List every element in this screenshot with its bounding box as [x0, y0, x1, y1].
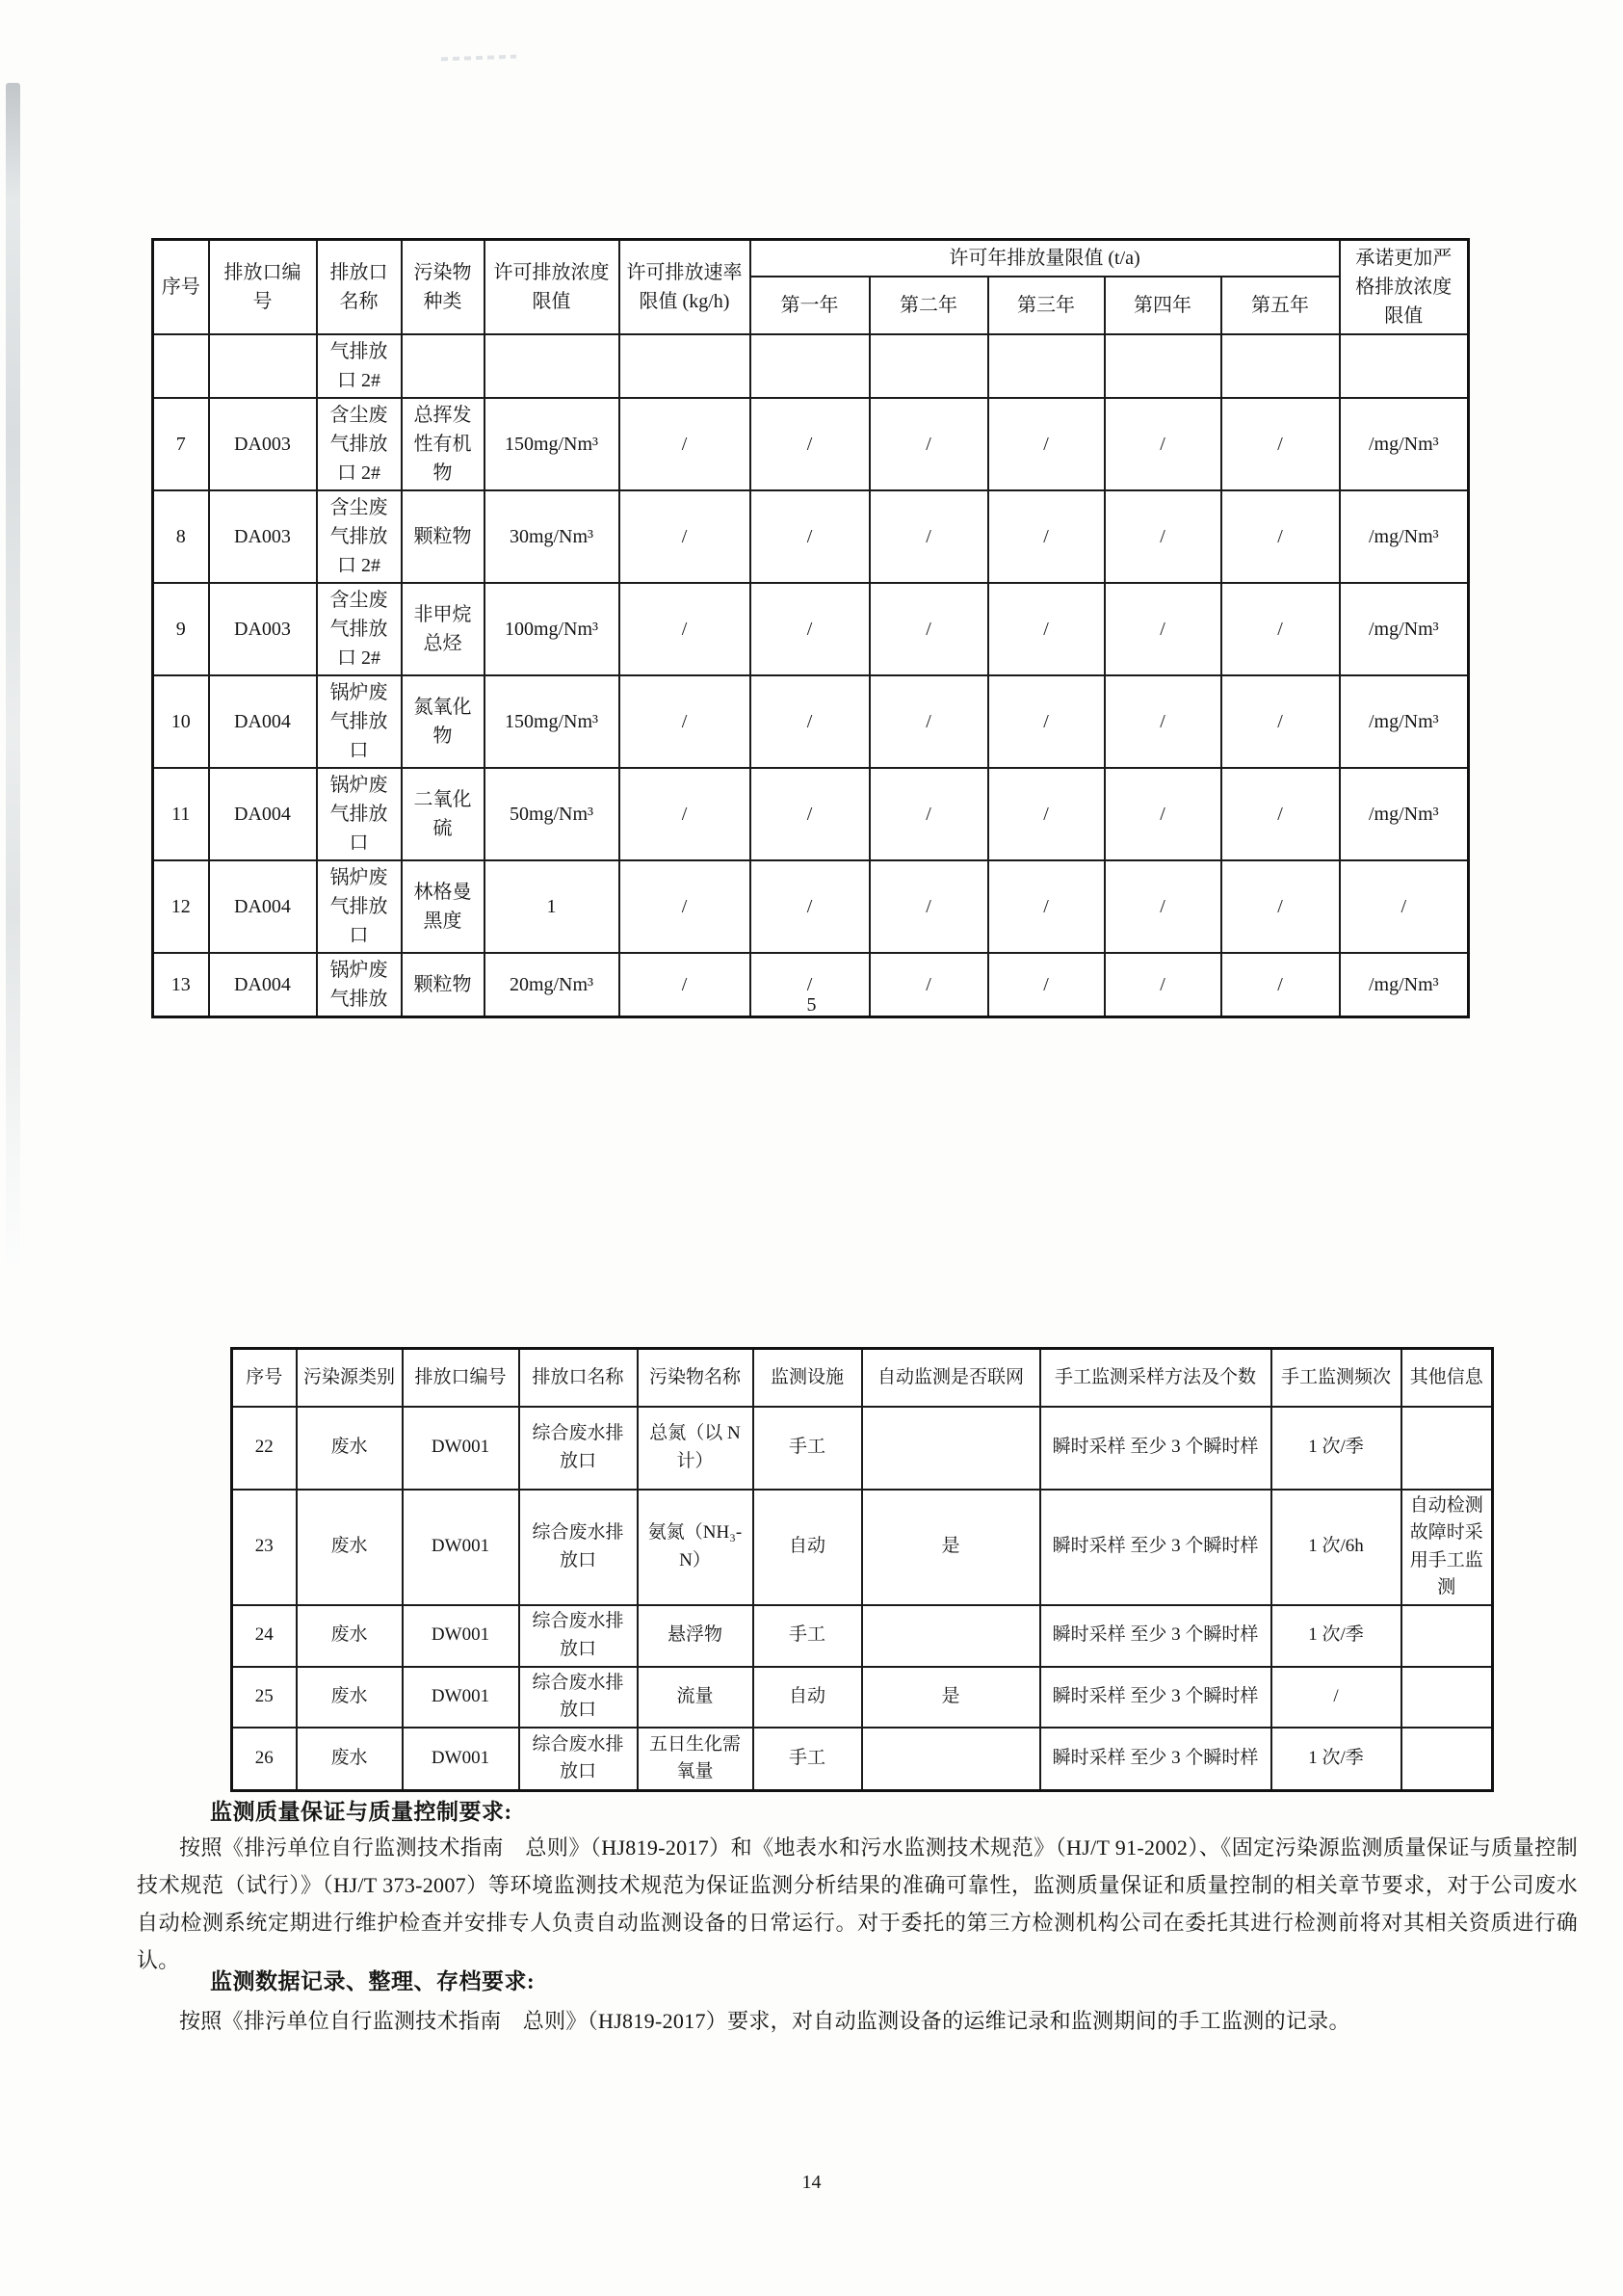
table-cell: /: [1105, 583, 1221, 675]
table-cell: DW001: [403, 1605, 519, 1667]
table-cell: 1 次/季: [1271, 1407, 1401, 1490]
table-cell: /: [619, 953, 750, 1017]
header-cell-year4: 第四年: [1105, 277, 1221, 334]
page-number-mid: 5: [806, 994, 817, 1016]
table-cell: 30mg/Nm³: [484, 490, 619, 583]
table-cell: [1401, 1728, 1493, 1791]
table-cell: [1105, 334, 1221, 398]
table-cell: DA004: [209, 860, 317, 953]
table-cell: 自动: [753, 1490, 862, 1605]
table-cell: 悬浮物: [638, 1605, 753, 1667]
table-cell: 锅炉废气排放口: [317, 768, 402, 860]
table-cell: /: [870, 583, 988, 675]
table-cell: 7: [153, 398, 209, 490]
table-cell: 瞬时采样 至少 3 个瞬时样: [1040, 1407, 1271, 1490]
header-cell-year5: 第五年: [1221, 277, 1340, 334]
table-cell: /: [988, 490, 1105, 583]
table-cell: /: [1221, 675, 1340, 768]
table-cell: /: [988, 953, 1105, 1017]
table-cell: /: [1340, 860, 1469, 953]
header-cell-outlet-code: 排放口编号: [209, 240, 317, 334]
table-cell: 林格曼黑度: [402, 860, 484, 953]
table-cell: /: [988, 675, 1105, 768]
table-cell: 10: [153, 675, 209, 768]
table-cell: 26: [232, 1728, 297, 1791]
table-cell: /mg/Nm³: [1340, 675, 1469, 768]
table-cell: 1: [484, 860, 619, 953]
table-cell: DA003: [209, 490, 317, 583]
table-cell: [619, 334, 750, 398]
header-cell-conc-limit: 许可排放浓度限值: [484, 240, 619, 334]
header-cell-outlet-code: 排放口编号: [403, 1349, 519, 1407]
table-row-11: [153, 768, 1469, 860]
header-cell-auto-networked: 自动监测是否联网: [862, 1349, 1040, 1407]
table-cell: 150mg/Nm³: [484, 398, 619, 490]
table-cell: [862, 1605, 1040, 1667]
table-cell: /: [870, 490, 988, 583]
table-cell: /: [870, 860, 988, 953]
table-cell: DA004: [209, 675, 317, 768]
section-body-qa-qc: 按照《排污单位自行监测技术指南 总则》（HJ819-2017）和《地表水和污水监测技术规范》（HJ/T 91-2002）、《固定污染源监测质量保证与质量控制技术规范（试行）》（HJ/T 373-2007）等环境监测技术规范为保证监测分析结果的准确可靠性，监测质量保证和质量控制的相关章节要求，对于公司废水自动检测系统定期进行维护检查并安排专人负责自动监测设备的日常运行。对于委托的第三方检测机构公司在委托其进行检测前将对其相关资质进行确认。: [137, 1835, 1578, 1972]
table-cell: 废水: [297, 1605, 403, 1667]
table-cell: 9: [153, 583, 209, 675]
header-cell-year3: 第三年: [988, 277, 1105, 334]
table-row-8: [153, 490, 1469, 583]
table-cell: /: [988, 860, 1105, 953]
header-cell-manual-frequency: 手工监测频次: [1271, 1349, 1401, 1407]
header-cell-pollutant-name: 污染物名称: [638, 1349, 753, 1407]
table-cell: 自动: [753, 1667, 862, 1728]
table-row-23: [232, 1490, 1493, 1605]
table-cell: /: [750, 583, 870, 675]
header-cell-year2: 第二年: [870, 277, 988, 334]
table-cell: DA003: [209, 583, 317, 675]
table-cell: /: [1105, 398, 1221, 490]
section-title-records: 监测数据记录、整理、存档要求:: [210, 1969, 536, 1993]
table-cell: 锅炉废气排放口: [317, 675, 402, 768]
table-cell: /: [988, 398, 1105, 490]
table-cell: /: [870, 768, 988, 860]
table-cell: 1 次/6h: [1271, 1490, 1401, 1605]
table-cell: 1 次/季: [1271, 1605, 1401, 1667]
table-cell: /: [619, 860, 750, 953]
table-cell: 13: [153, 953, 209, 1017]
table-cell: [1221, 334, 1340, 398]
table-cell: [1340, 334, 1469, 398]
table-cell: 50mg/Nm³: [484, 768, 619, 860]
header-cell-other-info: 其他信息: [1401, 1349, 1493, 1407]
table-cell: /: [619, 398, 750, 490]
header-cell-monitor-facility: 监测设施: [753, 1349, 862, 1407]
table-cell: DA004: [209, 953, 317, 1017]
table-cell: [484, 334, 619, 398]
header-cell-annual-limit-group: 许可年排放量限值 (t/a): [750, 240, 1340, 277]
table-cell: 综合废水排放口: [519, 1728, 638, 1791]
table-cell: [1401, 1605, 1493, 1667]
table-cell: 瞬时采样 至少 3 个瞬时样: [1040, 1605, 1271, 1667]
table-cell: DW001: [403, 1728, 519, 1791]
header-cell-source-type: 污染源类别: [297, 1349, 403, 1407]
header-cell-rate-limit: 许可排放速率限值 (kg/h): [619, 240, 750, 334]
table-cell: 气排放口 2#: [317, 334, 402, 398]
table-cell: /: [619, 490, 750, 583]
table-cell: /mg/Nm³: [1340, 583, 1469, 675]
permit-emission-limits-table: [151, 238, 1470, 1018]
table-cell: [153, 334, 209, 398]
table-row-partial: [153, 334, 1469, 398]
table-cell: 非甲烷总烃: [402, 583, 484, 675]
table-cell: /: [1105, 490, 1221, 583]
header-cell-seq: 序号: [232, 1349, 297, 1407]
table-cell: DW001: [403, 1490, 519, 1605]
table-cell: 瞬时采样 至少 3 个瞬时样: [1040, 1490, 1271, 1605]
table-cell: /: [619, 675, 750, 768]
table-cell: 锅炉废气排放口: [317, 860, 402, 953]
table-cell: [402, 334, 484, 398]
table-header-row: [153, 240, 1469, 277]
table-cell: 含尘废气排放口 2#: [317, 490, 402, 583]
table-cell: /: [870, 953, 988, 1017]
table-cell: 综合废水排放口: [519, 1605, 638, 1667]
table-cell: 22: [232, 1407, 297, 1490]
table-cell: 23: [232, 1490, 297, 1605]
table-cell: 手工: [753, 1728, 862, 1791]
table-cell: 12: [153, 860, 209, 953]
table-cell: /: [1221, 953, 1340, 1017]
scan-artifact-smudge: [441, 55, 516, 62]
table-cell: DA004: [209, 768, 317, 860]
table-cell: /mg/Nm³: [1340, 768, 1469, 860]
table-cell: /: [1221, 398, 1340, 490]
table-cell: [1401, 1667, 1493, 1728]
table-cell: 废水: [297, 1407, 403, 1490]
table-cell: /: [1271, 1667, 1401, 1728]
table-cell: 废水: [297, 1667, 403, 1728]
table-cell: /: [1221, 860, 1340, 953]
table-cell: /: [750, 953, 870, 1017]
table-cell: 手工: [753, 1407, 862, 1490]
table-cell: 五日生化需氧量: [638, 1728, 753, 1791]
table-cell: /: [1221, 768, 1340, 860]
table-cell: [1401, 1407, 1493, 1490]
table-cell: [750, 334, 870, 398]
table-cell: 11: [153, 768, 209, 860]
table-cell: 综合废水排放口: [519, 1490, 638, 1605]
table-cell: /: [988, 583, 1105, 675]
table-cell: 手工: [753, 1605, 862, 1667]
table-cell: 8: [153, 490, 209, 583]
table-row-22: [232, 1407, 1493, 1490]
table-cell: /: [619, 583, 750, 675]
table-row-12: [153, 860, 1469, 953]
table-cell: /mg/Nm³: [1340, 490, 1469, 583]
header-cell-outlet-name: 排放口名称: [317, 240, 402, 334]
table-cell: /mg/Nm³: [1340, 953, 1469, 1017]
table-cell: /: [870, 398, 988, 490]
header-cell-year1: 第一年: [750, 277, 870, 334]
header-cell-stricter-limit: 承诺更加严格排放浓度限值: [1340, 240, 1469, 334]
table-cell: [862, 1407, 1040, 1490]
table-cell: 颗粒物: [402, 953, 484, 1017]
table-cell: /: [750, 675, 870, 768]
table-cell: 100mg/Nm³: [484, 583, 619, 675]
table-cell: 流量: [638, 1667, 753, 1728]
table-cell: 是: [862, 1490, 1040, 1605]
section-title-qa-qc: 监测质量保证与质量控制要求:: [210, 1800, 512, 1824]
table-cell: 综合废水排放口: [519, 1667, 638, 1728]
table-cell: /: [750, 768, 870, 860]
table-cell: 是: [862, 1667, 1040, 1728]
table-cell: 氨氮（NH₃-N）: [638, 1490, 753, 1605]
table-cell: 颗粒物: [402, 490, 484, 583]
table-cell: 含尘废气排放口 2#: [317, 398, 402, 490]
table-cell: 综合废水排放口: [519, 1407, 638, 1490]
table-row-24: [232, 1605, 1493, 1667]
table-cell: 24: [232, 1605, 297, 1667]
table-cell: /: [1105, 860, 1221, 953]
table-row-10: [153, 675, 1469, 768]
table-row-7: [153, 398, 1469, 490]
table-cell: /: [1221, 583, 1340, 675]
table-cell: /: [1105, 953, 1221, 1017]
table-cell: 二氧化硫: [402, 768, 484, 860]
table-cell: /: [750, 490, 870, 583]
table-row-9: [153, 583, 1469, 675]
table-cell: 瞬时采样 至少 3 个瞬时样: [1040, 1728, 1271, 1791]
table-cell: 总氮（以 N 计）: [638, 1407, 753, 1490]
table-cell: DW001: [403, 1667, 519, 1728]
table-cell: 1 次/季: [1271, 1728, 1401, 1791]
table-cell: /: [1105, 768, 1221, 860]
table-cell: /: [988, 768, 1105, 860]
header-cell-manual-method: 手工监测采样方法及个数: [1040, 1349, 1271, 1407]
table-cell: [209, 334, 317, 398]
table-cell: 25: [232, 1667, 297, 1728]
table-cell: /: [1105, 675, 1221, 768]
table-row-25: [232, 1667, 1493, 1728]
table-cell: 瞬时采样 至少 3 个瞬时样: [1040, 1667, 1271, 1728]
table-cell: DW001: [403, 1407, 519, 1490]
table-cell: [862, 1728, 1040, 1791]
table-cell: DA003: [209, 398, 317, 490]
section-body-records: 按照《排污单位自行监测技术指南 总则》（HJ819-2017）要求，对自动监测设备的运维记录和监测期间的手工监测的记录。: [179, 2009, 1350, 2033]
table-header-row: [232, 1349, 1493, 1407]
page-number-bottom: 14: [801, 2172, 822, 2193]
table-cell: 锅炉废气排放: [317, 953, 402, 1017]
table-cell: 150mg/Nm³: [484, 675, 619, 768]
table-cell: /: [1221, 490, 1340, 583]
self-monitoring-table: [230, 1347, 1494, 1792]
table-cell: /: [619, 768, 750, 860]
table-cell: 总挥发性有机物: [402, 398, 484, 490]
table-cell: /: [870, 675, 988, 768]
table-cell: 含尘废气排放口 2#: [317, 583, 402, 675]
table-cell: 废水: [297, 1728, 403, 1791]
table-cell: [870, 334, 988, 398]
header-cell-seq: 序号: [153, 240, 209, 334]
table-cell: 氮氧化物: [402, 675, 484, 768]
table-cell: /: [750, 860, 870, 953]
table-cell: /: [750, 398, 870, 490]
table-cell: 自动检测故障时采用手工监测: [1401, 1490, 1493, 1605]
table-cell: [988, 334, 1105, 398]
scan-artifact-streak: [6, 83, 20, 1263]
header-cell-outlet-name: 排放口名称: [519, 1349, 638, 1407]
table-row-26: [232, 1728, 1493, 1791]
table-cell: 废水: [297, 1490, 403, 1605]
table-cell: 20mg/Nm³: [484, 953, 619, 1017]
header-cell-pollutant-type: 污染物种类: [402, 240, 484, 334]
table-cell: /mg/Nm³: [1340, 398, 1469, 490]
